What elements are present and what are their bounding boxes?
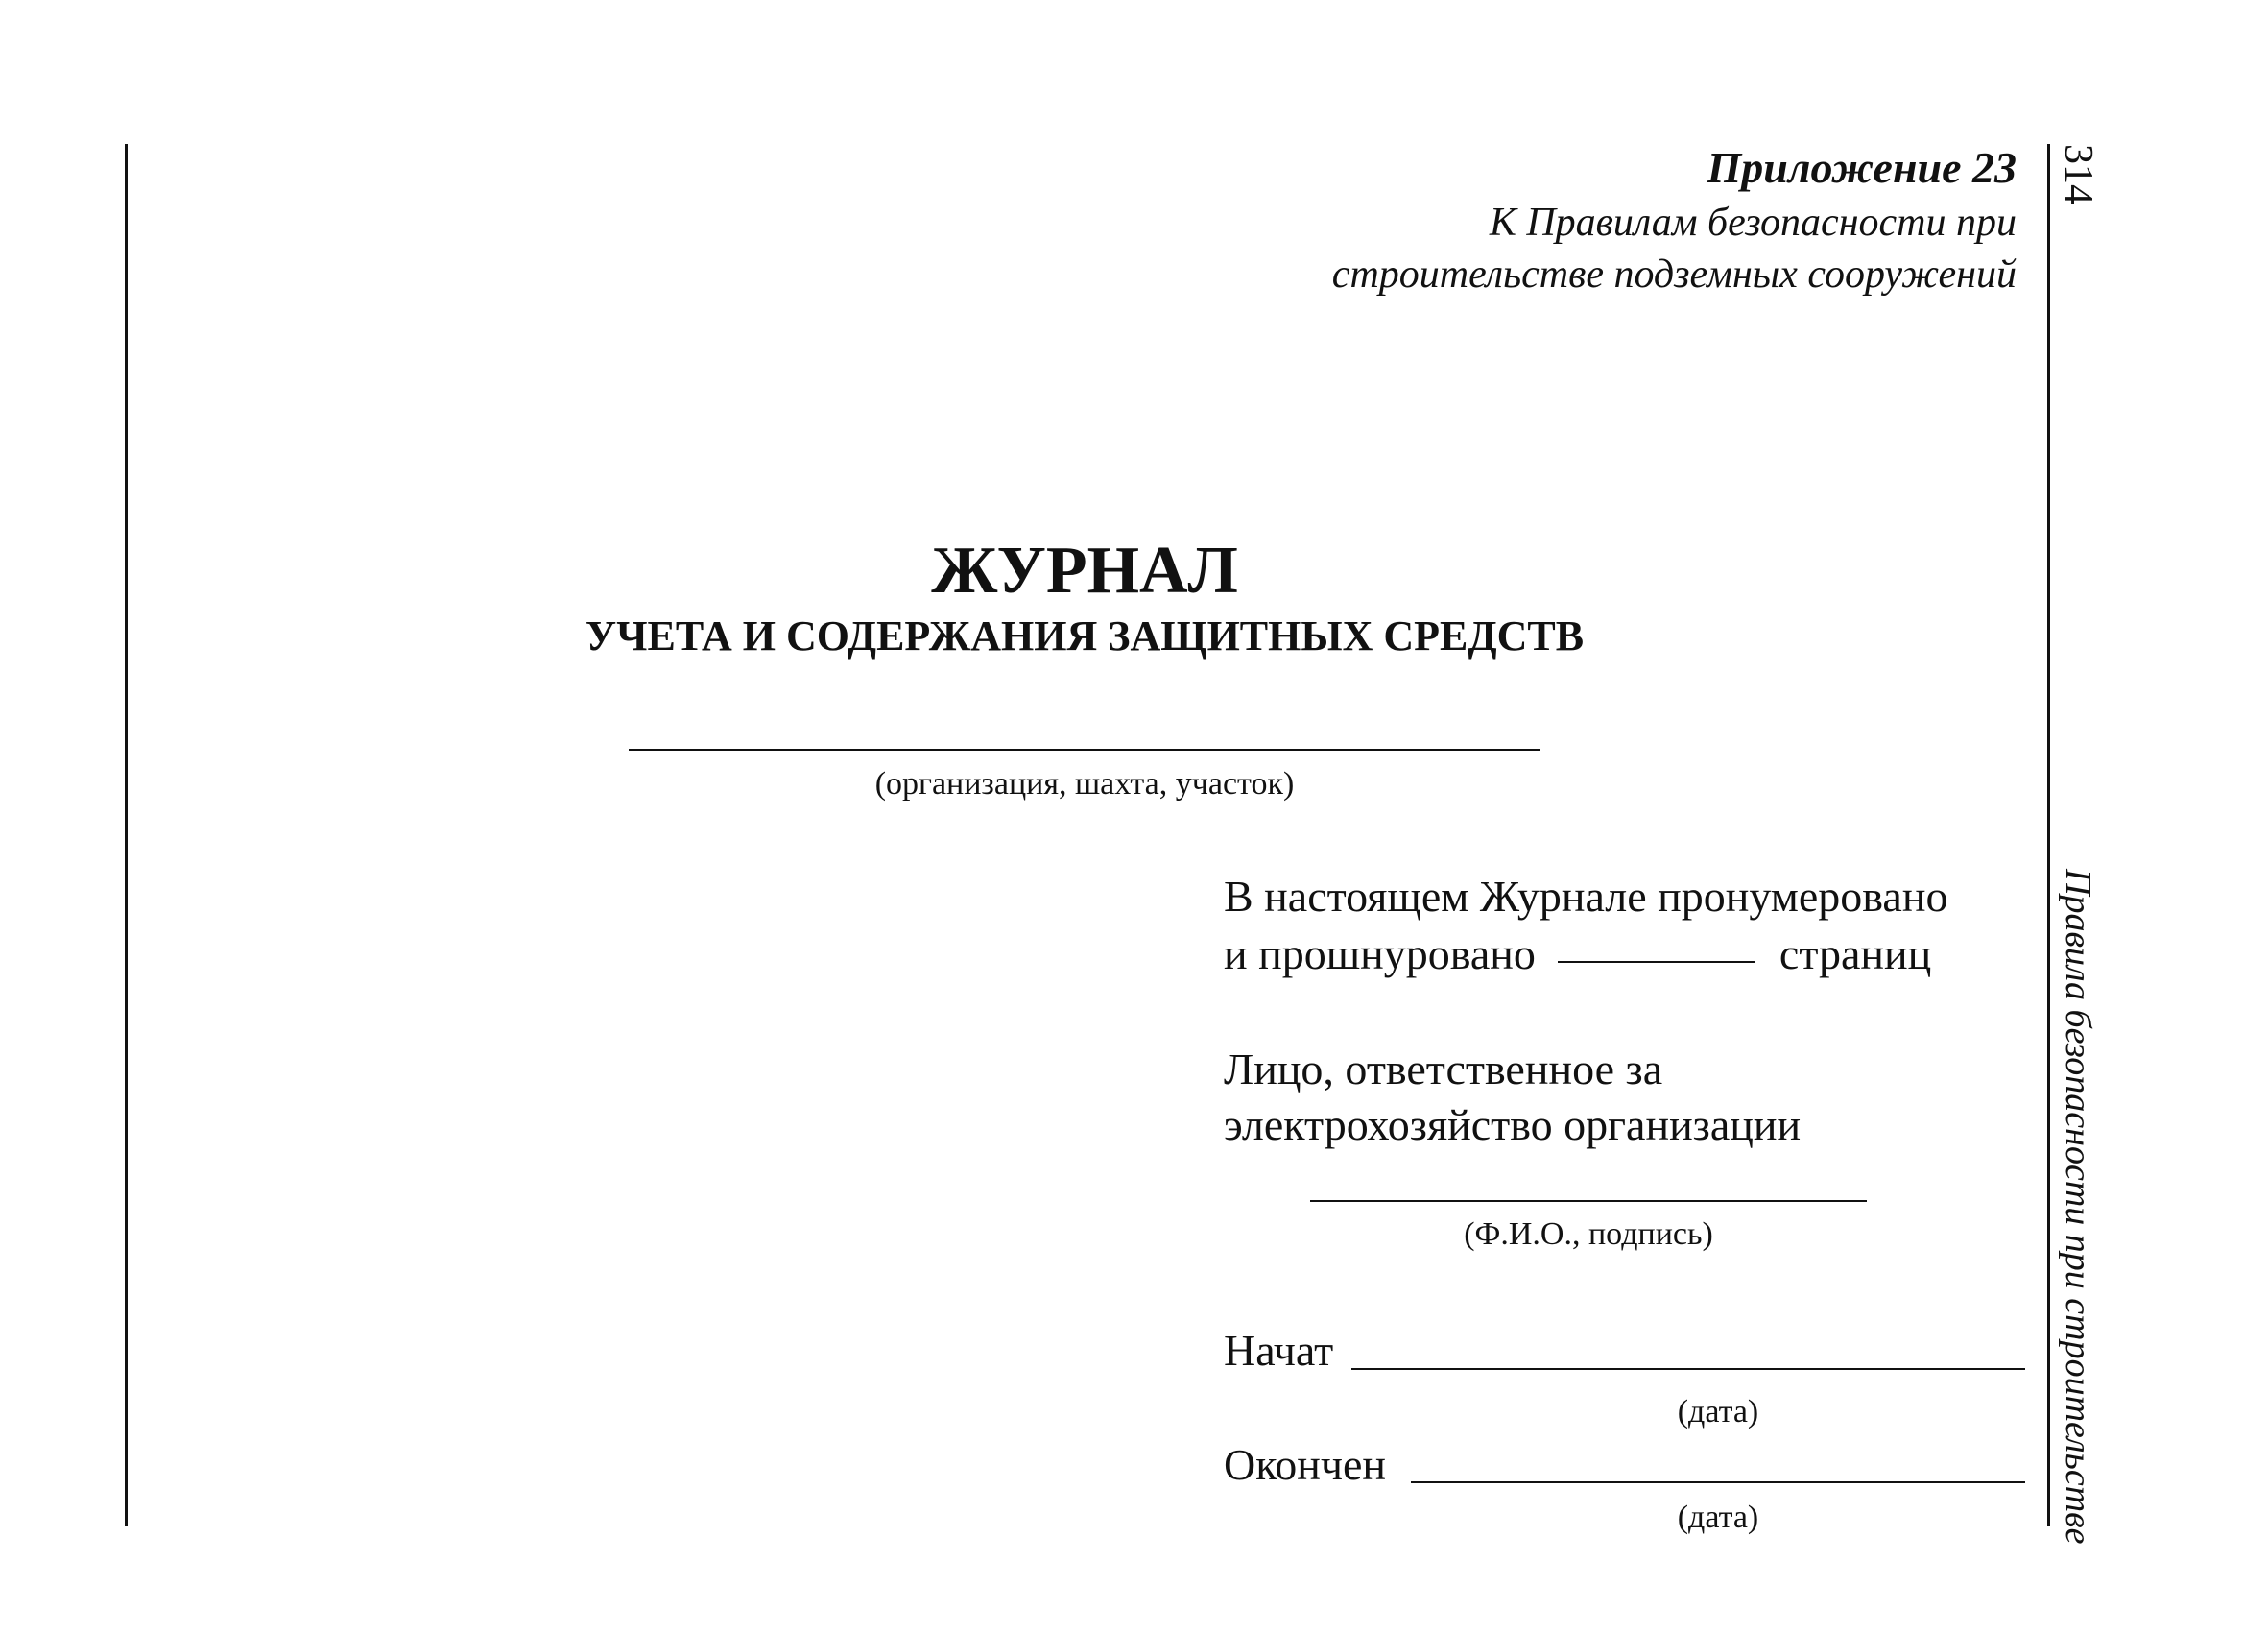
journal-title: ЖУРНАЛ xyxy=(931,534,1238,608)
organization-caption: (организация, шахта, участок) xyxy=(874,766,1295,802)
started-date-line xyxy=(1351,1368,2025,1370)
appendix-header xyxy=(1153,139,2017,300)
left-border-line xyxy=(125,144,128,1526)
page-number: 314 xyxy=(2056,144,2100,204)
appendix-number: Приложение 23 xyxy=(1707,143,2017,192)
appendix-reference-line-2: строительстве подземных сооружений xyxy=(1331,252,2017,297)
responsible-line-2: электрохозяйство организации xyxy=(1224,1100,1802,1149)
finished-label: Окончен xyxy=(1224,1440,1387,1489)
pages-statement-line-2 xyxy=(1224,926,1931,982)
appendix-reference-line-1: К Правилам безопасности при xyxy=(1489,201,2017,245)
right-border-line xyxy=(2047,144,2050,1526)
pages-statement-suffix: страниц xyxy=(1779,929,1932,978)
started-date-caption: (дата) xyxy=(1677,1394,1759,1429)
pages-statement-line-1: В настоящем Журнале пронумеровано xyxy=(1224,872,1948,921)
running-title: Правила безопасности при строительстве xyxy=(2058,869,2098,1545)
responsible-line-1: Лицо, ответственное за xyxy=(1224,1045,1663,1093)
finished-date-line xyxy=(1411,1481,2025,1483)
organization-line xyxy=(629,749,1540,751)
finished-date-caption: (дата) xyxy=(1677,1500,1759,1535)
journal-subtitle: УЧЕТА И СОДЕРЖАНИЯ ЗАЩИТНЫХ СРЕДСТВ xyxy=(585,612,1585,660)
signature-caption: (Ф.И.О., подпись) xyxy=(1464,1216,1713,1252)
signature-line xyxy=(1310,1200,1867,1202)
started-label: Начат xyxy=(1224,1326,1334,1375)
pages-count-blank xyxy=(1558,961,1755,963)
pages-statement-prefix: и прошнуровано xyxy=(1224,929,1536,978)
